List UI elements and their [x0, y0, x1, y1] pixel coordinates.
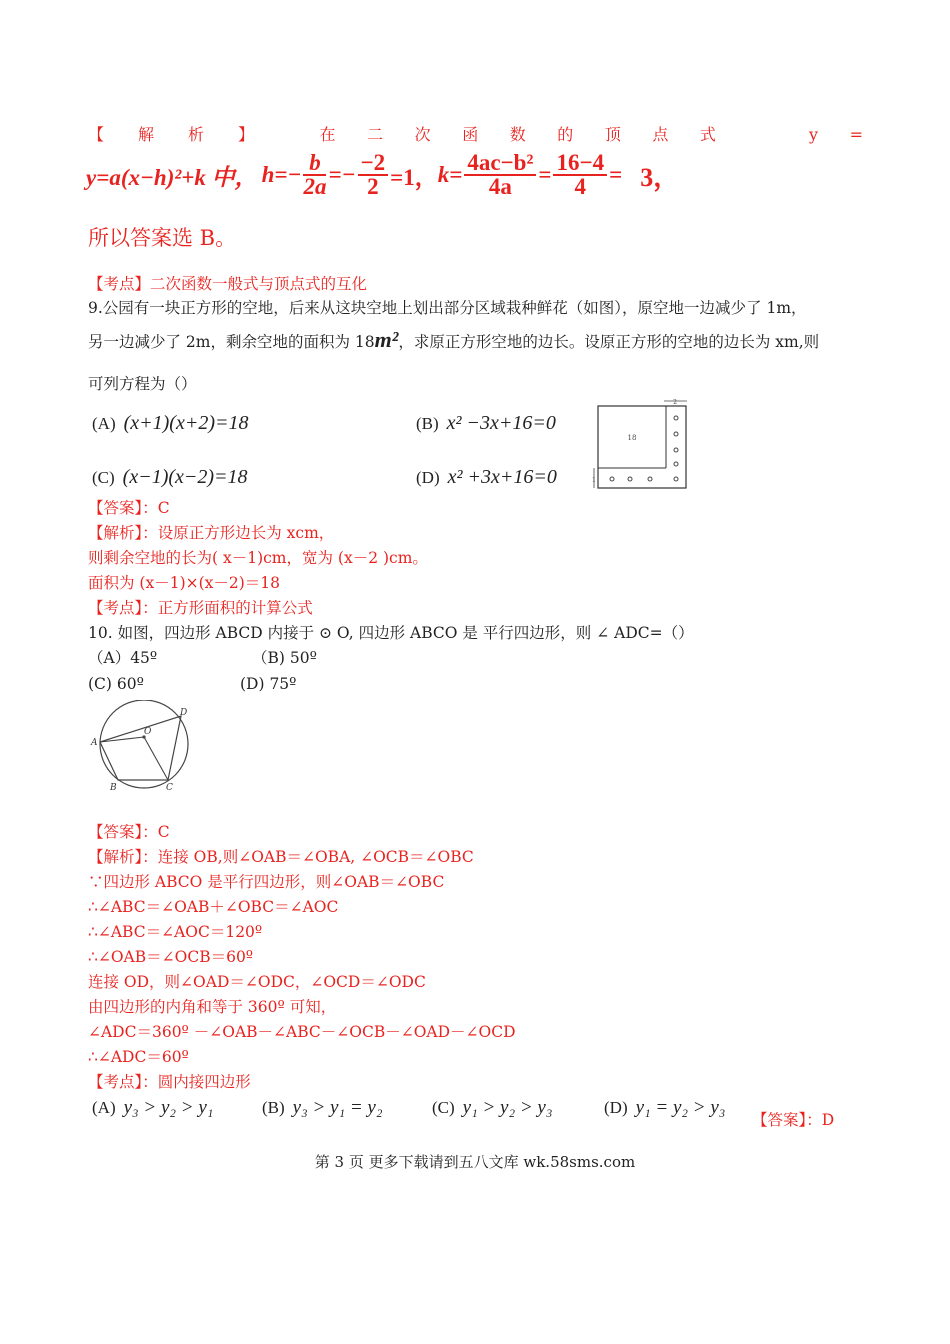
- q8-formula-line: y=a(x−h)²+k 中， h=− $\frac{b}{2a}$ =− $\frac{-2}{2}$ =1， k= $\frac{\text{4ac−b²}}{4a}$ = $\frac{16-4}{4}$ = 3，: [86, 150, 680, 199]
- unit-m2: m²: [374, 327, 399, 352]
- q11-option-d[interactable]: (D) y₁ = y₂ > y₃: [604, 1097, 726, 1118]
- q11-option-c[interactable]: (C) y₁ > y₂ > y₃: [432, 1097, 553, 1118]
- frac-16-4: $\frac{16-4}{4}$: [553, 152, 607, 198]
- q10-jiexi-2: ∵四边形 ABCO 是平行四边形，则∠OAB＝∠OBC: [88, 873, 445, 891]
- q10-jiexi-6: 连接 OD，则∠OAD＝∠ODC，∠OCD＝∠ODC: [88, 973, 426, 991]
- q9-option-c[interactable]: (C) (x−1)(x−2)=18: [92, 466, 248, 488]
- fig-label-d: D: [180, 708, 188, 718]
- q10-jiexi-3: ∴∠ABC＝∠OAB＋∠OBC＝∠AOC: [88, 898, 339, 916]
- q10-jiexi-7: 由四边形的内角和等于 360º 可知，: [88, 998, 337, 1016]
- fig-top-dim: 2: [673, 399, 677, 406]
- fig-label-o: O: [144, 727, 152, 737]
- q9-jiexi-2: 则剩余空地的长为( x－1)cm，宽为 (x－2 )cm。: [88, 549, 428, 567]
- q10-answer: 【答案】：C: [88, 823, 170, 841]
- q8-kaodian: 【考点】二次函数一般式与顶点式的互化: [88, 275, 368, 293]
- q10-jiexi-5: ∴∠OAB＝∠OCB＝60º: [88, 948, 254, 966]
- frac-4ac-b2: $\frac{\text{4ac−b²}}{4a}$: [464, 152, 536, 198]
- q9-square-figure: [592, 398, 688, 490]
- q9-stem-line2: 另一边减少了 2m，剩余空地的面积为 18m²，求原正方形空地的边长。设原正方形的空地的边长为 xm,则: [88, 327, 820, 352]
- q9-answer: 【答案】：C: [88, 499, 170, 517]
- fig-area-label: 18: [627, 434, 637, 442]
- frac-b-2a: $\frac{b}{2a}$: [303, 150, 327, 199]
- q10-circle-figure: [88, 700, 198, 794]
- q9-option-a[interactable]: (A) (x+1)(x+2)=18: [92, 412, 249, 434]
- q9-jiexi-3: 面积为 (x－1)×(x－2)＝18: [88, 574, 281, 592]
- q8-conclusion: 所以答案选 B。: [88, 226, 237, 250]
- q10-jiexi-1: 【解析】：连接 OB,则∠OAB＝∠OBA, ∠OCB＝∠OBC: [88, 848, 474, 866]
- frac-neg2-2: $\frac{-2}{2}$: [358, 152, 389, 198]
- fig-label-b: B: [110, 783, 117, 793]
- fig-label-c: C: [166, 783, 173, 793]
- q8-jiexi-line: 【解析】 在 二 次 函 数 的 顶 点 式 y =: [88, 123, 863, 147]
- q10-option-d[interactable]: (D) 75º: [240, 675, 297, 693]
- q10-option-c[interactable]: (C) 60º: [88, 675, 144, 693]
- q10-jiexi-8: ∠ADC＝360º －∠OAB－∠ABC－∠OCB－∠OAD－∠OCD: [88, 1023, 516, 1041]
- q10-jiexi-4: ∴∠ABC＝∠AOC＝120º: [88, 923, 263, 941]
- q11-option-a[interactable]: (A) y₃ > y₂ > y₁: [92, 1097, 214, 1118]
- vertex-form: y=a(x−h)²+k 中，: [86, 164, 258, 190]
- q9-stem-line1: 9.公园有一块正方形的空地，后来从这块空地上划出部分区域栽种鲜花（如图），原空地一边减少了 1m，: [88, 299, 807, 317]
- q9-jiexi-1: 【解析】：设原正方形边长为 xcm，: [88, 524, 335, 542]
- q9-option-d[interactable]: (D) x² +3x+16=0: [416, 466, 557, 488]
- q11-answer: 【答案】：D: [752, 1111, 835, 1129]
- q9-option-b[interactable]: (B) x² −3x+16=0: [416, 412, 556, 434]
- q9-kaodian: 【考点】：正方形面积的计算公式: [88, 599, 313, 617]
- q9-stem-line3: 可列方程为（）: [88, 375, 197, 393]
- fig-label-a: A: [91, 738, 98, 748]
- q10-kaodian: 【考点】：圆内接四边形: [88, 1073, 251, 1091]
- q10-option-b[interactable]: （B) 50º: [252, 649, 317, 667]
- q10-jiexi-9: ∴∠ADC＝60º: [88, 1048, 189, 1066]
- page-footer: 第 3 页 更多下载请到五八文库 wk.58sms.com: [314, 1153, 636, 1171]
- q8-jiexi-label: 【解析】: [88, 125, 289, 144]
- q11-option-b[interactable]: (B) y₃ > y₁ = y₂: [262, 1097, 383, 1118]
- q10-stem: 10. 如图，四边形 ABCD 内接于 ⊙ O, 四边形 ABCO 是 平行四边形，则 ∠ ADC=（）: [88, 624, 694, 642]
- q10-option-a[interactable]: （A）45º: [88, 649, 158, 667]
- fig-side-dim: 1: [592, 477, 596, 484]
